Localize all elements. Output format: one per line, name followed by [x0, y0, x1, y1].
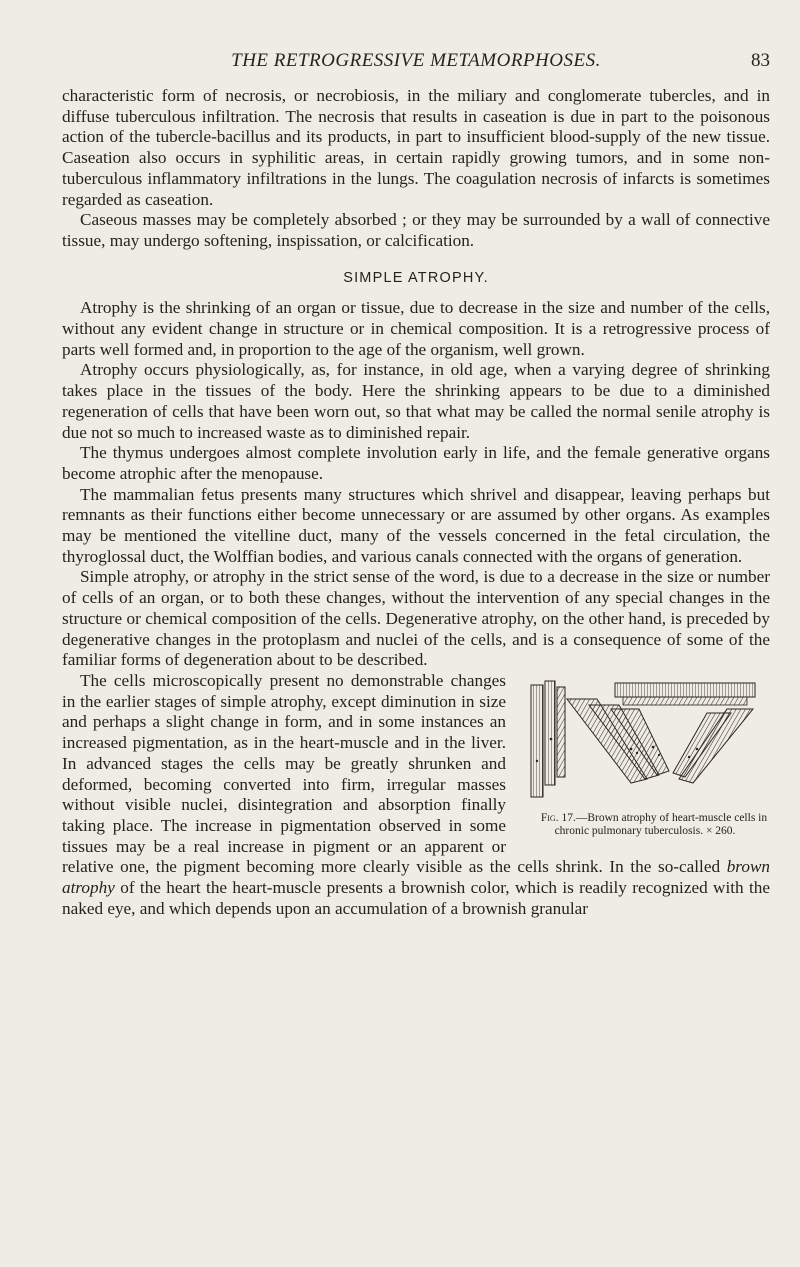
- heart-muscle-illustration: [527, 679, 763, 807]
- paragraph-simple-atrophy: Simple atrophy, or atrophy in the strict sense of the word, is due to a decrease in the size or number of cells of an organ, or to both these changes, without the intervention of any special changes in the structure or chemical composition of the cells. Degenerative atrophy, on the other hand, is preceded by degenerative changes in the protoplasm and nuclei of the cells, and is a consequence of some of the familiar forms of degeneration about to be described.: [62, 567, 770, 670]
- paragraph-physiological-atrophy: Atrophy occurs physiologically, as, for instance, in old age, when a varying degree of shrinking takes place in the tissues of the body. Here the shrinking appears to be due to a diminished regeneration of cells that have been worn out, so that what may be called the normal senile atrophy is due not so much to increased waste as to diminished repair.: [62, 360, 770, 442]
- figure-caption: [520, 812, 770, 839]
- paragraph-text-part2: of the heart the heart-muscle presents a brownish color, which is readily recognized with the naked eye, and which depends upon an accumulation of a brownish granular: [62, 878, 770, 918]
- section-heading: SIMPLE ATROPHY.: [343, 269, 489, 286]
- term-brown-atrophy: brown atrophy: [62, 857, 770, 898]
- paragraph-caseous-masses: Caseous masses may be completely absorbed ; or they may be surrounded by a wall of connective tissue, may undergo softening, inspissation, or calcification.: [62, 210, 770, 250]
- page-number: 83: [751, 50, 770, 71]
- figure-caption-text: —Brown atrophy of heart-muscle cells in chronic pulmonary tuberculosis. × 260.: [554, 811, 768, 838]
- page-header: [62, 50, 770, 80]
- figure-17: [520, 679, 770, 839]
- paragraph-microscopic-changes: [62, 671, 770, 919]
- body-text: [62, 86, 770, 919]
- running-title: THE RETROGRESSIVE METAMORPHOSES.: [231, 50, 601, 71]
- paragraph-atrophy-definition: Atrophy is the shrinking of an organ or tissue, due to decrease in the size and number of the cells, without any evident change in structure or in chemical composition. It is a retrogressive process of parts well formed and, in proportion to the age of the organism, well grown.: [62, 298, 770, 359]
- paragraph-fetus: The mammalian fetus presents many structures which shrivel and disappear, leaving perhaps but remnants as their functions either become unnecessary or are assumed by other organs. As examples may be mentioned the vitelline duct, many of the vessels concerned in the fetal circulation, the thyroglossal duct, the Wolffian bodies, and various canals connected with the organs of generation.: [62, 484, 770, 566]
- paragraph-caseation: characteristic form of necrosis, or necrobiosis, in the miliary and conglomerate tubercles, and in diffuse tuberculous infiltration. The necrosis that results in caseation is due in part to the poisonous action of the tubercle-bacillus and its products, in part to insufficient blood-supply of the new tissue. Caseation also occurs in syphilitic areas, in certain rapidly growing tumors, and in some non-tuberculous inflammatory infiltrations in the lungs. The coagulation necrosis of infarcts is sometimes regarded as caseation.: [62, 86, 770, 209]
- figure-label: Fig. 17.: [540, 811, 576, 824]
- paragraph-thymus: The thymus undergoes almost complete involution early in life, and the female generative organs become atrophic after the menopause.: [62, 443, 770, 483]
- paragraph-text-part1: The cells microscopically present no demonstrable changes in the earlier stages of simple atrophy, except diminution in size and perhaps a slight change in form, and in some instances an increased pigmentation, as in the heart-muscle and in the liver. In advanced stages the cells may be greatly shrunken and deformed, becoming converted into firm, irregular masses without visible nuclei, disintegration and absorption finally taking place. The increase in pigmentation observed in some tissues may be a real increase in pigment or an apparent or relative one, the pigment becoming more clearly visible as the cells shrink. In the so-called: [62, 670, 727, 877]
